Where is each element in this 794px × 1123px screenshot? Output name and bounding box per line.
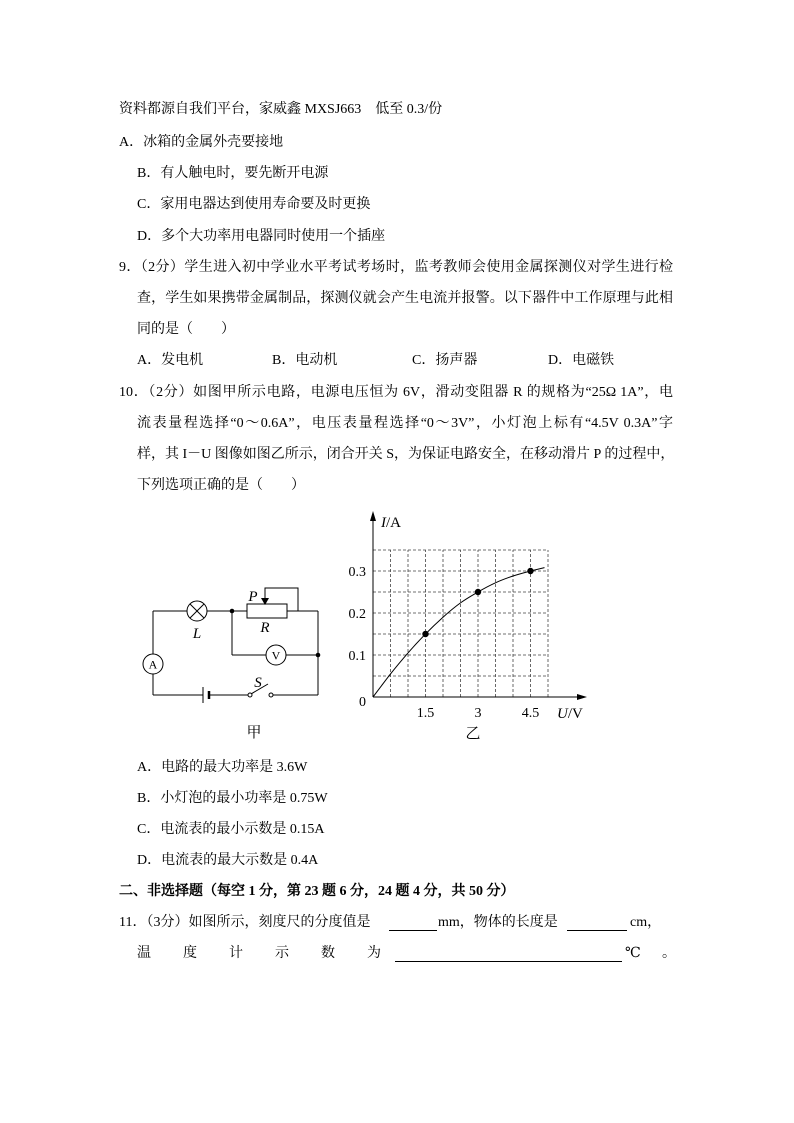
q8-option-d: D．多个大功率用电器同时使用一个插座	[137, 229, 386, 244]
switch-pivot	[248, 693, 252, 697]
data-point	[422, 631, 428, 637]
q11-blank-object-length	[567, 913, 627, 931]
q10-stem-line-2: 流表量程选择“0～0.6A”，电压表量程选择“0～3V”，小灯泡上标有“4.5V 0.3A”字	[137, 416, 673, 431]
q11-line-2-period: 。	[662, 946, 676, 961]
q11-blank-division-value	[389, 913, 437, 931]
data-point	[527, 568, 533, 574]
q9-options	[137, 351, 677, 371]
x-tick-label: 4.5	[521, 706, 540, 721]
figure-jia-caption: 甲	[246, 725, 262, 741]
y-tick-label: 0.2	[348, 607, 366, 622]
q11-line-1-part-2: mm，物体的长度是	[438, 915, 558, 930]
q11-blank-thermometer-reading	[395, 944, 622, 962]
x-tick-label: 1.5	[416, 706, 435, 721]
x-axis-arrowhead	[577, 694, 587, 700]
section-two-heading: 二、非选择题（每空 1 分，第 23 题 6 分，24 题 4 分，共 50 分）	[119, 884, 515, 899]
q9-stem-line-1: 9．（2分）学生进入初中学业水平考试考场时，监考教师会使用金属探测仪对学生进行检	[119, 260, 673, 275]
rheostat-label: R	[260, 620, 270, 636]
q10-stem-line-4: 下列选项正确的是（ ）	[137, 478, 305, 493]
iu-curve	[373, 568, 545, 697]
q10-stem-line-1: 10．（2分）如图甲所示电路，电源电压恒为 6V，滑动变阻器 R 的规格为“25Ω 1A”，电	[119, 385, 673, 400]
q10-option-c: C．电流表的最小示数是 0.15A	[137, 822, 325, 837]
q11-line-2	[137, 944, 677, 964]
q10-option-a: A．电路的最大功率是 3.6W	[137, 760, 308, 775]
slider-label: P	[248, 589, 258, 605]
y-axis-label-unit: /A	[386, 515, 401, 531]
y-axis-label	[380, 515, 401, 531]
q8-option-c: C．家用电器达到使用寿命要及时更换	[137, 197, 371, 212]
switch-label: S	[254, 675, 262, 691]
y-tick-label: 0.1	[348, 649, 366, 664]
q11-line-1-part-3: cm，	[630, 915, 662, 930]
q9-option-a: A．发电机	[137, 353, 204, 368]
ammeter-label: A	[148, 657, 158, 672]
q10-option-d: D．电流表的最大示数是 0.4A	[137, 853, 319, 868]
q9-option-b: B．电动机	[272, 353, 338, 368]
y-axis-arrowhead	[370, 511, 376, 521]
x-tick-label: 3	[474, 706, 482, 721]
q11-line-2-part-1: 温度计示数为	[137, 946, 413, 961]
q10-stem-line-3: 样，其 I－U 图像如图乙所示，闭合开关 S，为保证电路安全，在移动滑片 P 的过程中，	[137, 447, 675, 462]
rheostat-body	[247, 604, 287, 618]
origin-label: 0	[359, 695, 366, 710]
q11-line-1-part-1: 11．（3分）如图所示，刻度尺的分度值是	[119, 915, 371, 930]
q9-stem-line-2: 查，学生如果携带金属制品，探测仪就会产生电流并报警。以下器件中工作原理与此相	[137, 291, 673, 306]
figure-yi-caption: 乙	[465, 726, 481, 742]
q10-option-b: B．小灯泡的最小功率是 0.75W	[137, 791, 328, 806]
q11-line-1	[119, 913, 675, 933]
header-note: 资料都源自我们平台，家威鑫 MXSJ663 低至 0.3/份	[119, 102, 443, 117]
q9-stem-line-3: 同的是（ ）	[137, 322, 235, 337]
q11-line-2-unit: ℃	[625, 946, 641, 961]
data-point	[475, 589, 481, 595]
circuit-diagram-jia	[140, 575, 330, 710]
q9-option-d: D．电磁铁	[548, 353, 615, 368]
voltmeter-label: V	[271, 648, 281, 663]
x-axis-label-unit: /V	[567, 706, 583, 722]
slider-wire	[265, 588, 298, 611]
lamp-label: L	[192, 626, 202, 642]
x-axis-label	[557, 706, 583, 722]
y-tick-label: 0.3	[348, 565, 366, 580]
q8-option-a: A．冰箱的金属外壳要接地	[119, 135, 284, 150]
iu-graph	[345, 505, 595, 730]
q9-option-c: C．扬声器	[412, 353, 478, 368]
x-axis-label-symbol: U	[557, 706, 568, 722]
q8-option-b: B．有人触电时，要先断开电源	[137, 166, 329, 181]
y-axis-label-symbol: I	[381, 515, 386, 531]
switch-contact	[269, 693, 273, 697]
